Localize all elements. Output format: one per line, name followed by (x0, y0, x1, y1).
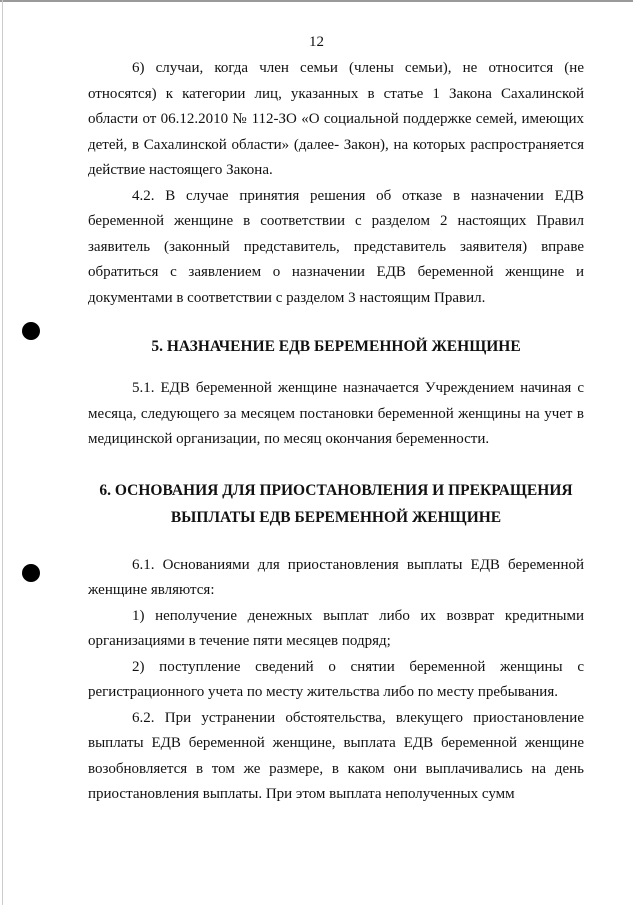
document-body (88, 56, 584, 808)
section-5-heading: 5. НАЗНАЧЕНИЕ ЕДВ БЕРЕМЕННОЙ ЖЕНЩИНЕ (151, 338, 521, 355)
paragraph-6-2: 6.2. При устранении обстоятельства, влекущего приостановление выплаты ЕДВ беременной женщине, выплата ЕДВ беременной женщине возобновляется в том же размере, в каком они выплачивались на день приостановления выплаты. При этом выплата неполученных сумм (88, 709, 584, 802)
binder-hole-top (22, 322, 40, 340)
paragraph-5-1: 5.1. ЕДВ беременной женщине назначается Учреждением начиная с месяца, следующего за месяцем постановки беременной женщины на учет в медицинской организации, по месяц окончания беременности. (88, 380, 584, 447)
section-6-heading-line-1: 6. ОСНОВАНИЯ ДЛЯ ПРИОСТАНОВЛЕНИЯ И ПРЕКРАЩЕНИЯ (99, 481, 573, 499)
paragraph-6-1: 6.1. Основаниями для приостановления выплаты ЕДВ беременной женщине являются: (88, 556, 584, 598)
paragraph-4-2: 4.2. В случае принятия решения об отказе в назначении ЕДВ беременной женщине в соответствии с разделом 2 настоящих Правил заявитель (законный представитель, представитель заявителя) вправе обратиться с заявлением о назначении ЕДВ беременной женщине и документами в соответствии с разделом 3 настоящим Правил. (88, 187, 584, 306)
scan-left-edge (2, 0, 3, 905)
page-number: 12 (309, 34, 324, 50)
section-6-heading-line-2: ВЫПЛАТЫ ЕДВ БЕРЕМЕННОЙ ЖЕНЩИНЕ (170, 508, 502, 526)
paragraph-4-1-item-6: 6) случаи, когда член семьи (члены семьи), не относится (не относятся) к категории лиц, указанных в статье 1 Закона Сахалинской области от 06.12.2010 № 112-ЗО «О социальной поддержке семей, имеющих детей, в Сахалинской области» (далее- Закон), на которых распространяется действие настоящего Закона. (88, 60, 584, 178)
scan-top-edge (0, 0, 633, 2)
binder-hole-bottom (22, 564, 40, 582)
paragraph-6-1-item-1: 1) неполучение денежных выплат либо их возврат кредитными организациями в течение пяти месяцев подряд; (88, 607, 584, 649)
paragraph-6-1-item-2: 2) поступление сведений о снятии беременной женщины с регистрационного учета по месту жительства либо по месту пребывания. (88, 658, 584, 700)
